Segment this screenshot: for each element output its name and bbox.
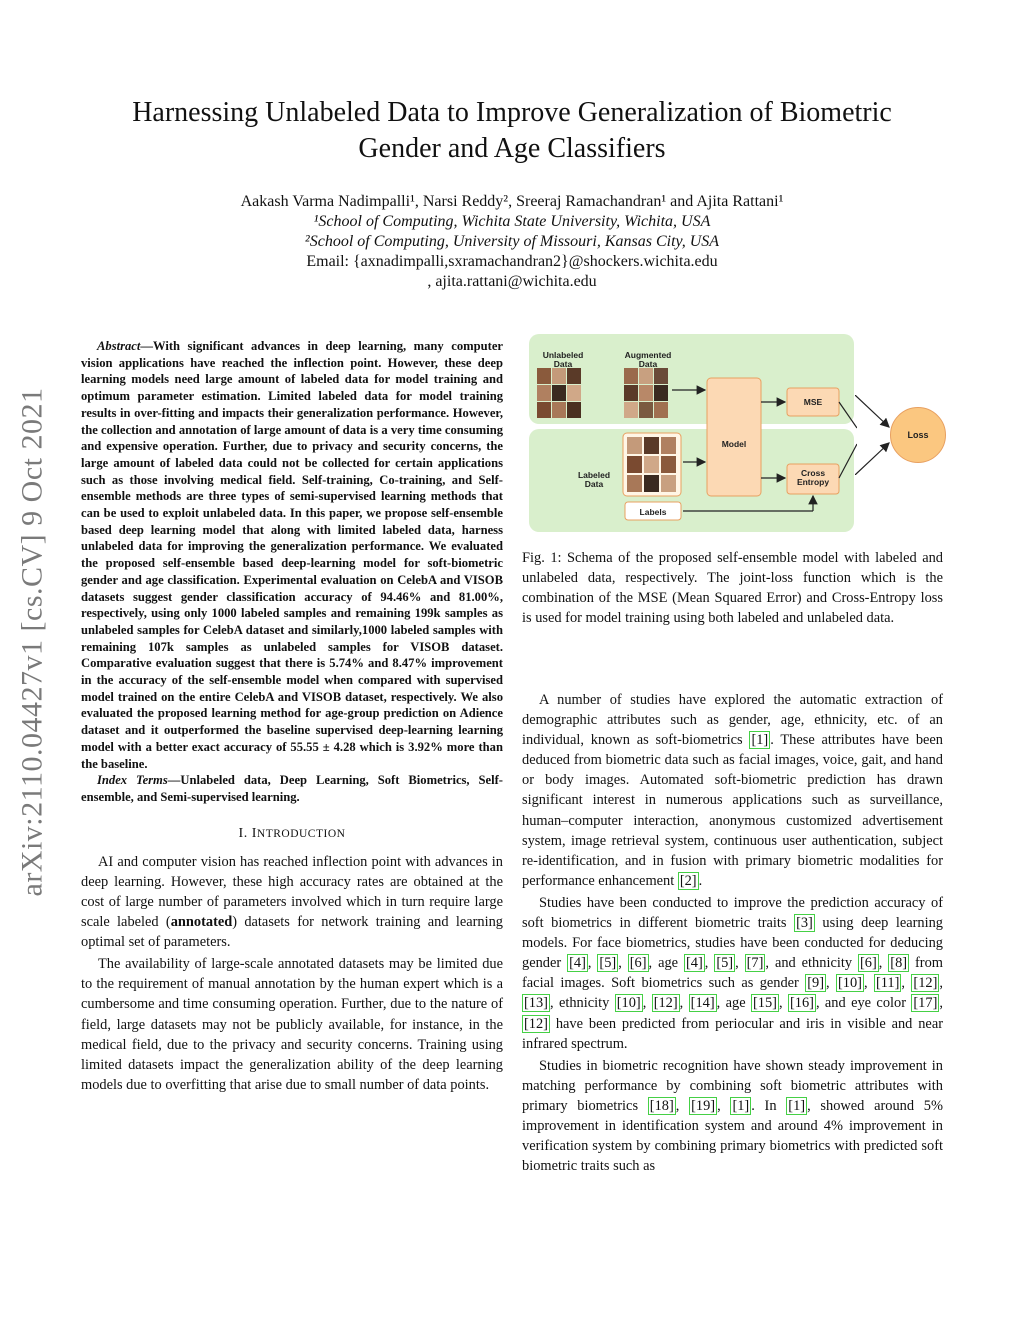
text-run: , [735,955,745,972]
citation-link[interactable]: [5] [599,955,617,972]
text-run: , showed around 5% improvement in identification system and around 4% improvement in verification system by combining primary biometrics with predicted soft biometric traits such as [522,1097,943,1175]
loss-label: Loss [907,430,929,440]
citation-link[interactable]: [11] [875,975,900,992]
text-run: , [939,975,943,992]
text-run: , and eye color [815,995,912,1012]
figure-1-caption: Fig. 1: Schema of the proposed self-ensemble model with labeled and unlabeled data, respectively. The joint-loss function which is the combination of the MSE (Mean Squared Error) and Cross-Entropy loss is used for model training using both labeled and unlabeled data. [522,550,943,627]
citation-link[interactable]: [1] [732,1097,750,1114]
left-column [81,338,503,1095]
citation-link[interactable]: [4] [569,955,586,972]
citation-link[interactable]: [12] [653,995,678,1012]
citation-link[interactable]: [9] [807,975,825,992]
intro-paragraph-1: AI and computer vision has reached inflection point with advances in deep learning. However, these high accuracy rates are obtained at the cost of large number of parameters involved which in turn require large scale labeled (annotated) datasets for network training and learning optimal set of parameters. [81,853,503,951]
text-run: , [642,995,652,1012]
text-run: , [778,995,788,1012]
citation-link[interactable]: [1] [788,1097,806,1114]
citation-link[interactable]: [17] [913,995,938,1012]
figure-1-schema [527,332,857,535]
text-run: , [679,995,689,1012]
author-block [80,192,944,292]
text-run: , [863,975,874,992]
text-run: , [826,975,836,992]
citation-link[interactable]: [18] [649,1097,674,1114]
loss-arrows [855,395,895,475]
text-run: Studies have been conducted to improve the prediction accuracy of soft biometrics in different biometric traits [522,894,943,932]
citation-link[interactable]: [10] [616,995,641,1012]
text-run: , age [648,955,684,972]
citation-link[interactable]: [4] [685,955,703,972]
text-run: , [939,995,943,1012]
text-run: using deep learning models. For face biometrics, studies have been conducted for deducing gender [522,915,944,972]
text-run: , [704,955,715,972]
citation-link[interactable]: [1] [751,732,769,749]
text-run: . In [751,1097,787,1114]
text-run: , [717,1097,731,1114]
text-run: , age [716,995,751,1012]
citation-link[interactable]: [14] [690,995,715,1012]
right-paragraph-1: A number of studies have explored the automatic extraction of demographic attributes such as gender, age, ethnicity, etc. of an individual, known as soft-biometrics [1] . These attributes have been deduced from biometric data such as facial images, voice, gait, and hand or body images. Automated soft-biometric prediction has drawn significant interest in numerous applications such as surveillance, human–computer interaction, anonymous customized advertisement system, image retrieval system, continuous user authentication, subject re-identification, and in fusion with primary biometric modalities for performance enhancement [2] . [522,692,943,889]
citation-link[interactable]: [13] [524,995,548,1012]
right-paragraph-3 [522,1056,943,1177]
text-run: , [901,975,912,992]
citation-link[interactable]: [6] [629,955,647,972]
right-paragraph-2 [522,893,943,1054]
text-run: Studies in biometric recognition have shown steady improvement in matching performance by combining soft biometric attributes with primary biometrics [522,1057,943,1114]
paper-title: Harnessing Unlabeled Data to Improve Generalization of Biometric Gender and Age Classifiers [132,97,892,164]
text-run: , ethnicity [549,995,615,1012]
labeled-face-stack [623,433,681,496]
unlabeled-data-label: Unlabeled Data [542,350,584,369]
text-run: , [675,1097,690,1114]
arxiv-stamp: arXiv:2110.04427v1 [cs.CV] 9 Oct 2021 [15,387,48,897]
augmented-data-label: Augmented Data [624,350,672,369]
augmented-face-grid [624,368,668,418]
citation-link[interactable]: [5] [716,955,734,972]
index-terms: Index Terms—Unlabeled data, Deep Learning, Soft Biometrics, Self-ensemble, and Semi-supervised learning. [81,773,503,804]
unlabeled-face-grid [537,368,581,418]
citation-link[interactable]: [16] [789,995,814,1012]
affiliation-1: ¹School of Computing, Wichita State University, Wichita, USA [313,213,711,230]
citation-link[interactable]: [8] [890,955,908,972]
text-run: , [878,955,889,972]
citation-link[interactable]: [7] [746,955,764,972]
email-line-2: , ajita.rattani@wichita.edu [427,273,597,290]
citation-link[interactable]: [10] [838,975,862,992]
loss-node [890,407,946,463]
text-run: , [587,955,598,972]
author-names: Aakash Varma Nadimpalli¹, Narsi Reddy², Sreeraj Ramachandran¹ and Ajita Rattani¹ [240,193,784,210]
mse-label: MSE [803,397,823,407]
affiliation-2: ²School of Computing, University of Missouri, Kansas City, USA [304,233,720,250]
abstract: Abstract—With significant advances in deep learning, many computer vision applications have reached the inflection point. However, these deep learning models need large amount of labeled data for model training and optimum parameter estimation. Limited labeled data for model training results in over-fitting and impacts their generalization performance. However, the collection and annotation of large amount of data is a very time consuming and expensive operation. Further, due to privacy and security concerns, the large amount of labeled data could not be collected for certain applications such as those involving medical field. Self-training, Co-training, and Self-ensemble methods are three types of semi-supervised learning methods that can be used to exploit unlabeled data. In this paper, we propose self-ensemble based deep learning model that along with limited labeled data, harness unlabeled data for improving the generalization performance. We evaluated the proposed self-ensemble based deep-learning model for soft-biometric gender and age classification. Experimental evaluation on CelebA and VISOB datasets suggest gender classification accuracy of 94.46% and 81.00%, respectively, using only 1000 labeled samples and remaining 199k samples as unlabeled samples for CelebA dataset and similarly,1000 labeled samples with remaining 107k samples as unlabeled samples for VISOB dataset. Comparative evaluation suggest that there is 5.74% and 8.47% improvement in the accuracy of the self-ensemble model when compared with supervised model trained on the entire CelebA and VISOB dataset, respectively. We also evaluated the proposed learning method for age-group prediction on Adience dataset and it outperformed the baseline supervised deep-learning learning model with a better exact accuracy of 55.55 ± 4.28 which is 3.92% more than the baseline. [81,339,503,771]
citation-link[interactable]: [12] [913,975,938,992]
model-label: Model [721,439,747,449]
intro-paragraph-2: The availability of large-scale annotated datasets may be limited due to the requirement of manual annotation by the human expert which is a cumbersome and time consuming operation. Further, due to the nature of field, large datasets may not be publicly available, for instance, in the medical field, due to the privacy and security concerns. Training using limited datasets impact the generalization ability of the deep learning models due to overfitting that arise due to small number of data points. [81,956,503,1093]
text-run: have been predicted from periocular and iris in visible and near infrared spectrum. [522,1015,943,1052]
right-column [522,690,943,1176]
cross-entropy-label: Cross Entropy [796,468,830,487]
text-run: from facial images. Soft biometrics such as gender [522,955,943,992]
labels-label: Labels [639,507,667,517]
email-line-1: Email: {axnadimpalli,sxramachandran2}@shockers.wichita.edu [306,253,718,270]
text-run: , [618,955,628,972]
citation-link[interactable]: [6] [859,955,877,972]
text-run: , and ethnicity [765,955,858,972]
citation-link[interactable]: [19] [691,1097,716,1114]
model-box [707,378,761,496]
section-heading-introduction: I. INTRODUCTION [238,825,346,841]
citation-link[interactable]: [3] [796,915,813,932]
citation-link[interactable]: [15] [752,995,777,1012]
citation-link[interactable]: [12] [524,1015,548,1032]
labeled-data-label: Labeled Data [577,470,611,489]
citation-link[interactable]: [2] [679,872,697,889]
